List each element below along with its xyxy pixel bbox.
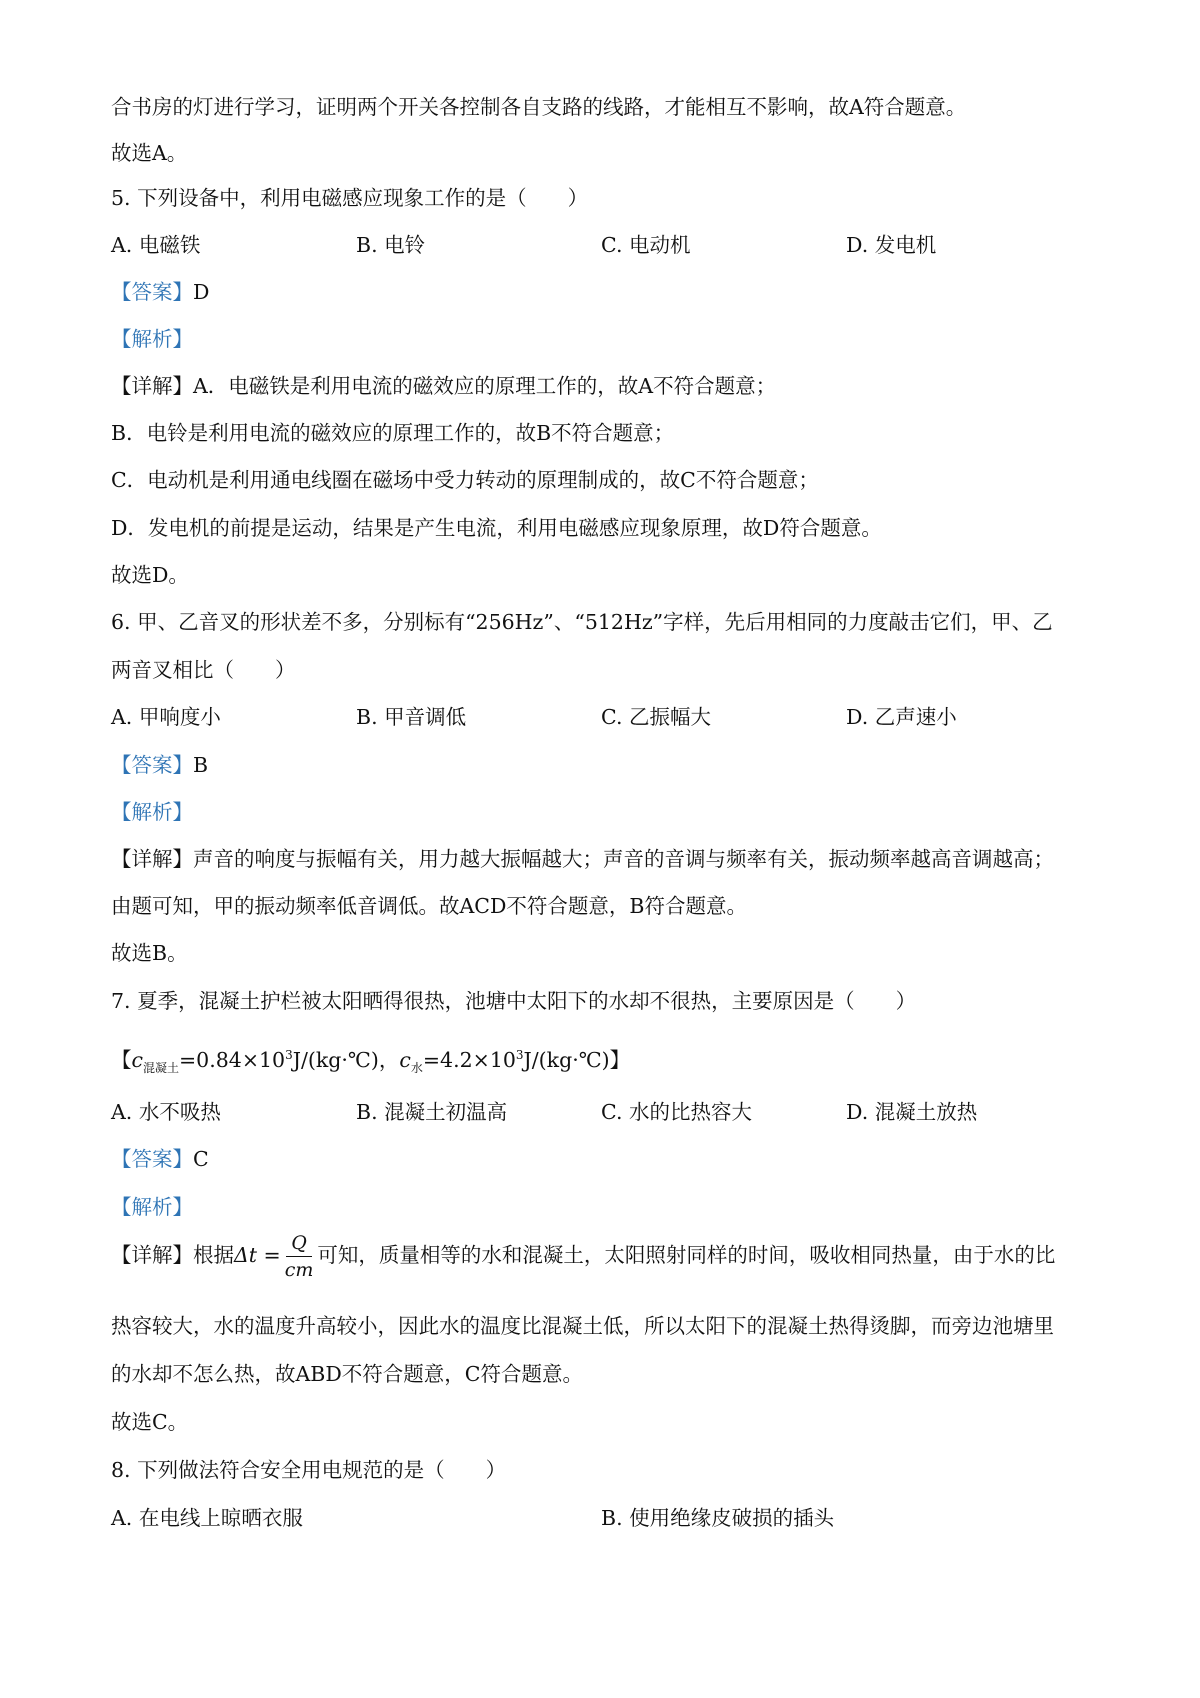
question-5: 5. 下列设备中，利用电磁感应现象工作的是（ ） [111, 186, 589, 210]
q6-detail-1 [111, 845, 1054, 873]
exponent: 3 [515, 1048, 524, 1062]
q6-option-a: A. 甲响度小 [111, 705, 221, 729]
q6-detail-2: 由题可知，甲的振动频率低音调低。故ACD不符合题意，B符合题意。 [111, 894, 747, 918]
bracket-open: 【 [111, 1047, 132, 1072]
text-line: 合书房的灯进行学习，证明两个开关各控制各自支路的线路，才能相互不影响，故A符合题意。 [111, 95, 967, 119]
unit: J/(kg·℃)， [292, 1047, 400, 1072]
symbol-c: c [399, 1047, 411, 1072]
q5-detail-1 [111, 372, 776, 400]
detail-label: 【详解】 [111, 374, 193, 398]
detail-text: 声音的响度与振幅有关，用力越大振幅越大；声音的音调与频率有关，振动频率越高音调越高； [193, 847, 1054, 871]
unit: J/(kg·℃) [523, 1047, 610, 1072]
exponent: 3 [285, 1048, 293, 1062]
answer-label: 【答案】 [111, 753, 193, 777]
answer-value: B [193, 753, 209, 777]
question-8: 8. 下列做法符合安全用电规范的是（ ） [111, 1458, 507, 1482]
q6-option-d: D. 乙声速小 [846, 705, 957, 729]
q8-option-b: B. 使用绝缘皮破损的插头 [601, 1506, 835, 1530]
q5-detail-2: B．电铃是利用电流的磁效应的原理工作的，故B不符合题意； [111, 421, 675, 445]
q6-option-c: C. 乙振幅大 [601, 705, 711, 729]
q7-option-b: B. 混凝土初温高 [356, 1100, 508, 1124]
q6-analysis-label: 【解析】 [111, 800, 193, 824]
q5-conclusion: 故选D。 [111, 563, 189, 587]
q7-given-formula [111, 1041, 630, 1082]
delta-t: Δt = [234, 1243, 281, 1267]
subscript-concrete: 混凝土 [142, 1060, 179, 1075]
q7-option-a: A. 水不吸热 [111, 1100, 221, 1124]
answer-value: D [193, 280, 210, 304]
q7-detail-1 [111, 1232, 1055, 1281]
q7-detail-3: 的水却不怎么热，故ABD不符合题意，C符合题意。 [111, 1362, 583, 1386]
q5-option-a: A. 电磁铁 [111, 233, 201, 257]
symbol-c: c [131, 1047, 143, 1072]
q7-conclusion: 故选C。 [111, 1410, 189, 1434]
q5-answer [111, 278, 209, 306]
answer-label: 【答案】 [111, 1147, 193, 1171]
q5-detail-3: C．电动机是利用通电线圈在磁场中受力转动的原理制成的，故C不符合题意； [111, 468, 819, 492]
subscript-water: 水 [410, 1060, 423, 1075]
q5-option-d: D. 发电机 [846, 233, 937, 257]
fraction-q-over-cm [285, 1232, 314, 1281]
detail-label: 【详解】 [111, 1243, 193, 1267]
q7-answer [111, 1145, 209, 1173]
q5-option-b: B. 电铃 [356, 233, 426, 257]
q7-analysis-label: 【解析】 [111, 1195, 193, 1219]
detail-text: 根据 [193, 1243, 234, 1267]
numerator: Q [286, 1232, 312, 1257]
answer-label: 【答案】 [111, 280, 193, 304]
value-water: =4.2×10 [422, 1047, 516, 1072]
answer-value: C [193, 1147, 209, 1171]
value-concrete: =0.84×10 [179, 1047, 286, 1072]
q6-conclusion: 故选B。 [111, 941, 188, 965]
question-7: 7. 夏季，混凝土护栏被太阳晒得很热，池塘中太阳下的水却不很热，主要原因是（ ） [111, 989, 917, 1013]
q7-option-d: D. 混凝土放热 [846, 1100, 978, 1124]
conclusion-line: 故选A。 [111, 141, 188, 165]
detail-text: A．电磁铁是利用电流的磁效应的原理工作的，故A不符合题意； [193, 374, 777, 398]
q8-option-a: A. 在电线上晾晒衣服 [111, 1506, 303, 1530]
q7-detail-2: 热容较大，水的温度升高较小，因此水的温度比混凝土低，所以太阳下的混凝土热得烫脚，而旁边池塘里 [111, 1314, 1054, 1338]
q5-analysis-label: 【解析】 [111, 327, 193, 351]
detail-label: 【详解】 [111, 847, 193, 871]
denominator: cm [284, 1259, 314, 1281]
q6-option-b: B. 甲音调低 [356, 705, 467, 729]
q6-answer [111, 751, 208, 779]
bracket-close: 】 [609, 1047, 631, 1072]
q5-detail-4: D．发电机的前提是运动，结果是产生电流，利用电磁感应现象原理，故D符合题意。 [111, 516, 882, 540]
detail-text: 可知，质量相等的水和混凝土，太阳照射同样的时间，吸收相同热量，由于水的比 [317, 1243, 1056, 1267]
q7-option-c: C. 水的比热容大 [601, 1100, 752, 1124]
question-6-line-1: 6. 甲、乙音叉的形状差不多，分别标有“256Hz”、“512Hz”字样，先后用相同的力度敲击它们，甲、乙 [111, 610, 1053, 634]
q5-option-c: C. 电动机 [601, 233, 691, 257]
question-6-line-2: 两音叉相比（ ） [111, 658, 296, 682]
